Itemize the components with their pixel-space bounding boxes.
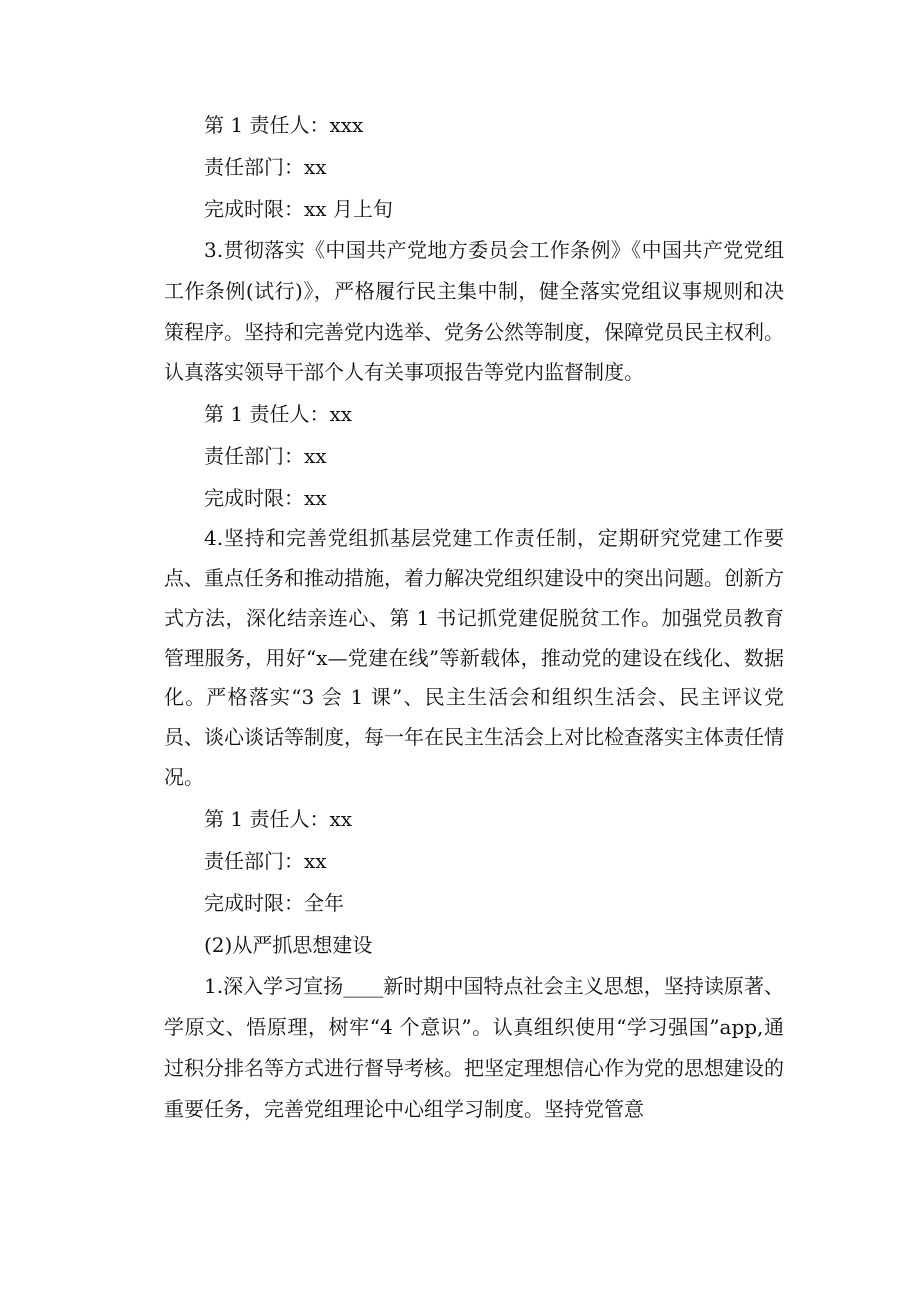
- document-body: [164, 104, 784, 1130]
- deadline-line: 完成时限：xx 月上旬: [204, 197, 393, 221]
- responsible-person-line: 第 1 责任人：xx: [204, 402, 352, 427]
- deadline-line: 完成时限：全年: [204, 890, 344, 915]
- responsible-person-line: 第 1 责任人：xxx: [204, 113, 364, 137]
- department-line: 责任部门：xx: [204, 155, 327, 179]
- section-2-item-1-paragraph: 1.深入学习宣扬____新时期中国特点社会主义思想，坚持读原著、学原文、悟原理，树牢“4 个意识”。认真组织使用“学习强国”app,通过积分排名等方式进行督导考核。把坚定理想信心作为党的思想建设的重要任务，完善党组理论中心组学习制度。坚持党管意: [164, 973, 784, 1121]
- department-line: 责任部门：xx: [204, 444, 327, 469]
- responsible-person-line: 第 1 责任人：xx: [204, 806, 352, 831]
- deadline-line: 完成时限：xx: [204, 486, 327, 511]
- section-heading: (2)从严抓思想建设: [204, 932, 373, 957]
- item-3-paragraph: 3.贯彻落实《中国共产党地方委员会工作条例》《中国共产党党组工作条例(试行)》，严格履行民主集中制，健全落实党组议事规则和决策程序。坚持和完善党内选举、党务公然等制度，保障党员民主权利。认真落实领导干部个人有关事项报告等党内监督制度。: [164, 238, 784, 385]
- item-4-paragraph: 4.坚持和完善党组抓基层党建工作责任制，定期研究党建工作要点、重点任务和推动措施，着力解决党组织建设中的突出问题。创新方式方法，深化结亲连心、第 1 书记抓党建促脱贫工作。加强党员教育管理服务，用好“x—党建在线”等新载体，推动党的建设在线化、数据化。严格落实“3 会 1 课”、民主生活会和组织生活会、民主评议党员、谈心谈话等制度，每一年在民主生活会上对比检查落实主体责任情况。: [164, 526, 784, 789]
- department-line: 责任部门：xx: [204, 848, 327, 873]
